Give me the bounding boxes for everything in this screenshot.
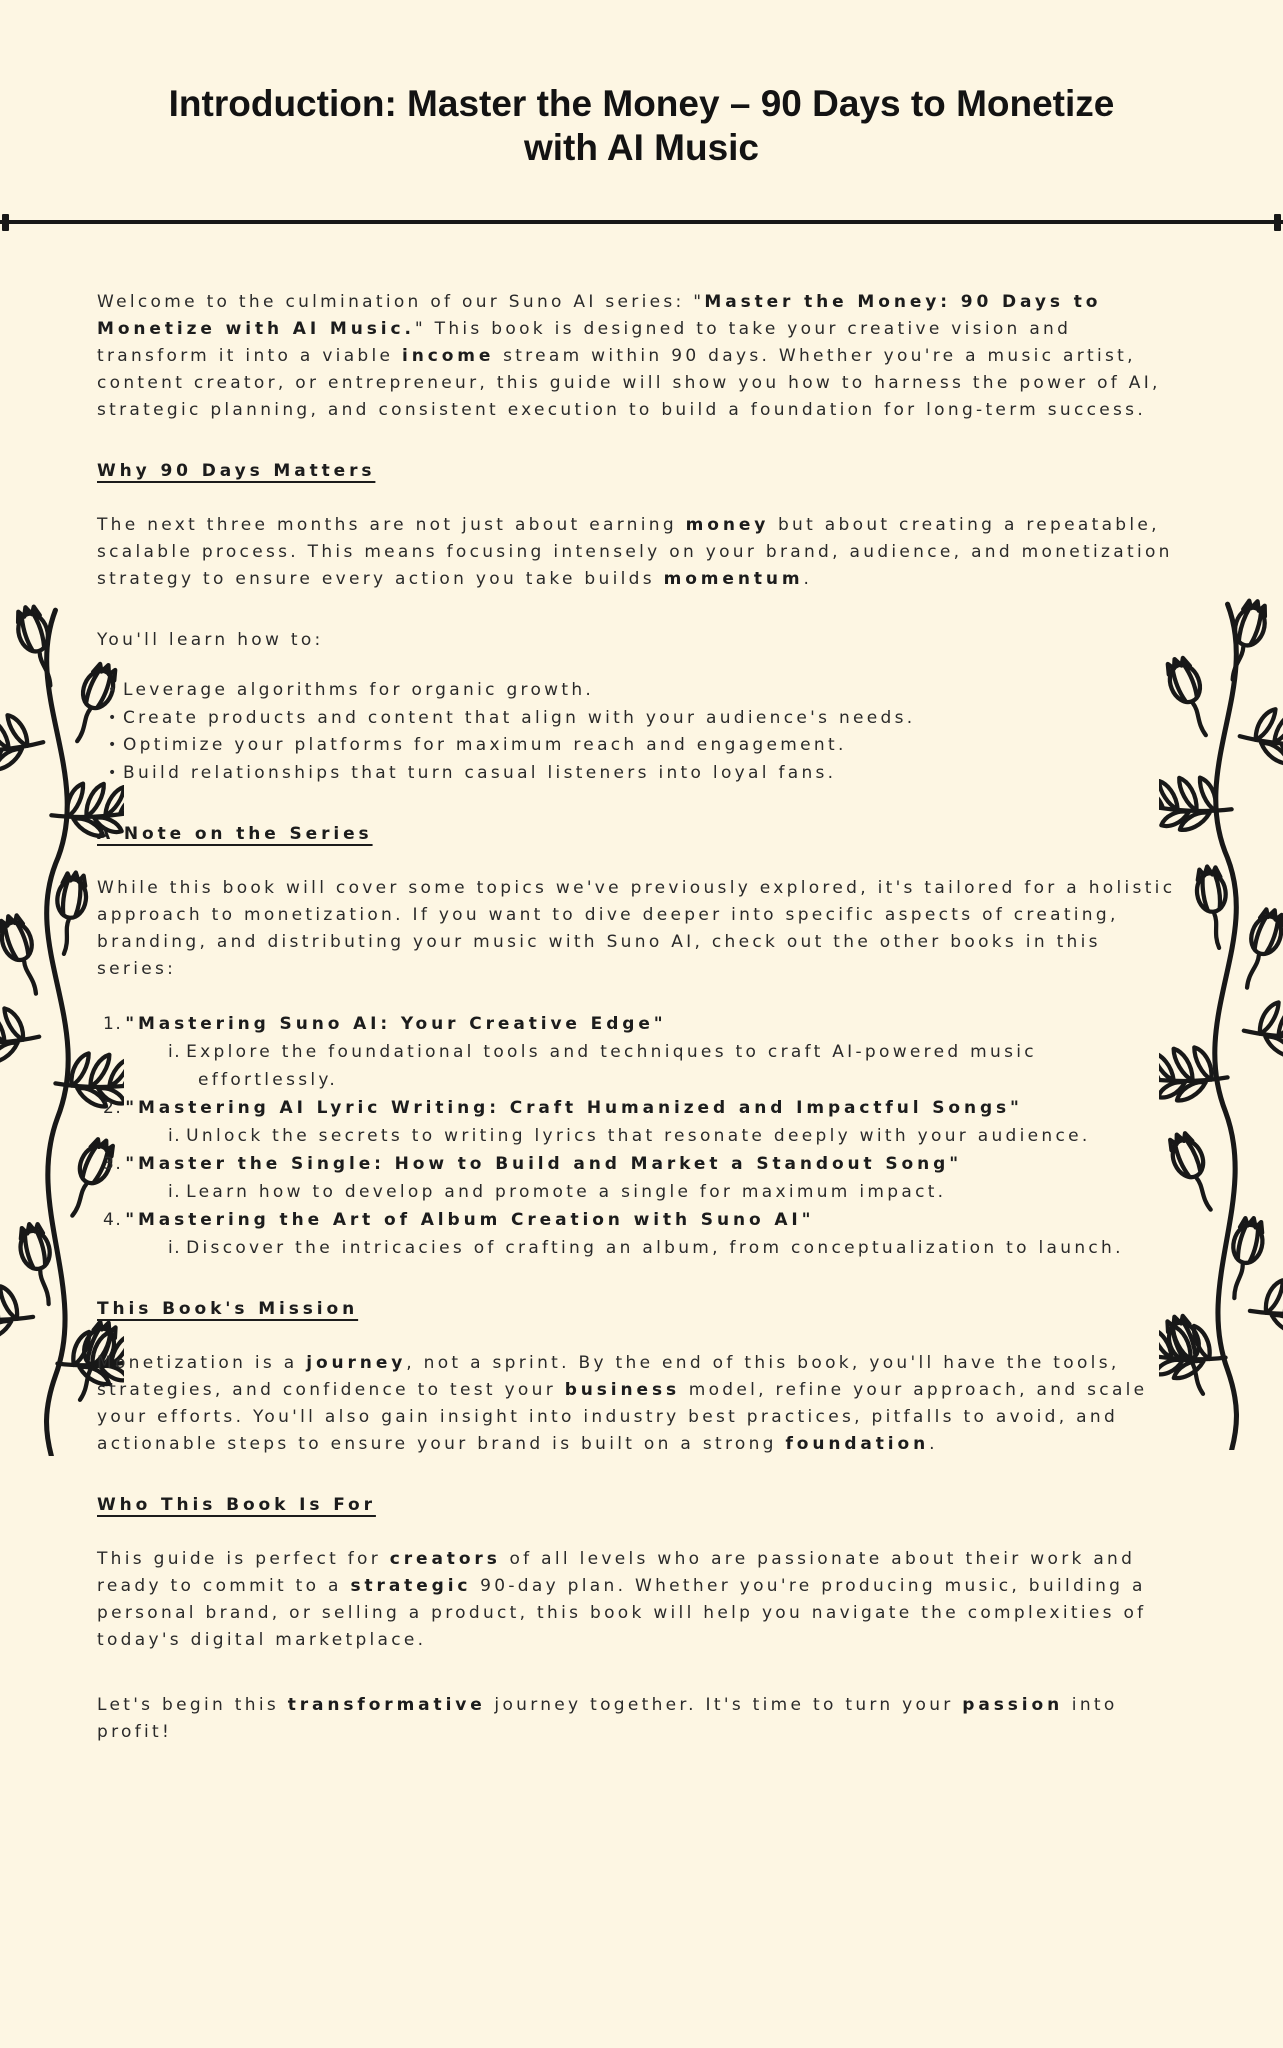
book-list-item [97, 1206, 1183, 1262]
bullet-icon: • [108, 682, 120, 698]
book-number: 1. [103, 1014, 123, 1034]
book-detail: Unlock the secrets to writing lyrics that resonate deeply with your audience. [186, 1126, 1091, 1146]
page-content [0, 289, 1283, 1746]
series-note-paragraph: While this book will cover some topics we've previously explored, it's tailored for a holistic approach to monetization. If you want to dive deeper into specific aspects of creating, branding, and distributing your music with Suno AI, check out the other books in this series: [97, 878, 1176, 979]
mission-paragraph: Monetization is a journey, not a sprint. By the end of this book, you'll have the tools, strategies, and confidence to test your business model, refine your approach, and scale your efforts. You'll also gain insight into industry best practices, pitfalls to avoid, and actionable steps to ensure your brand is built on a strong foundation. [97, 1353, 1148, 1454]
bullet-icon: • [108, 764, 120, 781]
list-item-text: Leverage algorithms for organic growth. [123, 680, 595, 700]
book-list-item [97, 1094, 1183, 1150]
book-series-list [97, 1010, 1183, 1262]
book-detail: Learn how to develop and promote a single for maximum impact. [186, 1182, 947, 1202]
list-item-text: Create products and content that align with your audience's needs. [123, 707, 916, 728]
rule-end-cap-right [1274, 214, 1281, 231]
learn-bullet-list [97, 677, 1183, 787]
book-number: 2. [103, 1098, 123, 1118]
heading-why-90-days-matters: Why 90 Days Matters [97, 461, 376, 481]
audience-paragraph: This guide is perfect for creators of all levels who are passionate about their work and ready to commit to a strategic 90-day plan. Whether you're producing music, building a personal brand, or selling a product, this book will help you navigate the complexities of today's digital marketplace. [97, 1549, 1147, 1650]
sub-item-marker: i. [168, 1126, 182, 1146]
book-detail: Discover the intricacies of crafting an album, from conceptualization to launch. [186, 1238, 1124, 1258]
rule-line [0, 220, 1283, 224]
bullet-icon: • [108, 709, 120, 726]
list-item-text: Build relationships that turn casual listeners into loyal fans. [123, 762, 837, 783]
heading-who-this-book-is-for: Who This Book Is For [97, 1495, 376, 1515]
closing-paragraph: Let's begin this transformative journey together. It's time to turn your passion into profit! [97, 1695, 1118, 1742]
list-item [97, 732, 1183, 760]
book-title: "Master the Single: How to Build and Market a Standout Song" [125, 1154, 962, 1174]
why-paragraph: The next three months are not just about earning money but about creating a repeatable, scalable process. This means focusing intensely on your brand, audience, and monetization strategy to ensure every action you take builds momentum. [97, 515, 1173, 589]
book-number: 3. [103, 1154, 123, 1174]
sub-item-marker: i. [168, 1042, 182, 1062]
sub-item-marker: i. [168, 1238, 182, 1258]
book-title: "Mastering AI Lyric Writing: Craft Humanized and Impactful Songs" [125, 1098, 1023, 1118]
book-list-item [97, 1150, 1183, 1206]
page-title: Introduction: Master the Money – 90 Days to Monetize with AI Music [168, 83, 1115, 168]
book-list-item [97, 1010, 1183, 1094]
sub-item-marker: i. [168, 1182, 182, 1202]
book-detail: Explore the foundational tools and techniques to craft AI-powered music effortlessly. [186, 1042, 1037, 1090]
learn-lead: You'll learn how to: [97, 630, 324, 650]
book-title: "Mastering Suno AI: Your Creative Edge" [125, 1014, 667, 1034]
heading-a-note-on-the-series: A Note on the Series [97, 824, 373, 844]
list-item [97, 677, 1183, 705]
list-item [97, 705, 1183, 733]
list-item [97, 760, 1183, 788]
intro-paragraph: Welcome to the culmination of our Suno AI series: "Master the Money: 90 Days to Monetize with AI Music." This book is designed to take your creative vision and transform it into a viable income stream within 90 days. Whether you're a music artist, content creator, or entrepreneur, this guide will show you how to harness the power of AI, strategic planning, and consistent execution to build a foundation for long-term success. [97, 292, 1161, 420]
horizontal-rule [0, 214, 1283, 231]
book-title: "Mastering the Art of Album Creation with Suno AI" [125, 1210, 815, 1230]
bullet-icon: • [108, 737, 120, 753]
heading-this-books-mission: This Book's Mission [97, 1299, 359, 1319]
book-number: 4. [103, 1210, 123, 1230]
list-item-text: Optimize your platforms for maximum reach and engagement. [123, 735, 847, 755]
